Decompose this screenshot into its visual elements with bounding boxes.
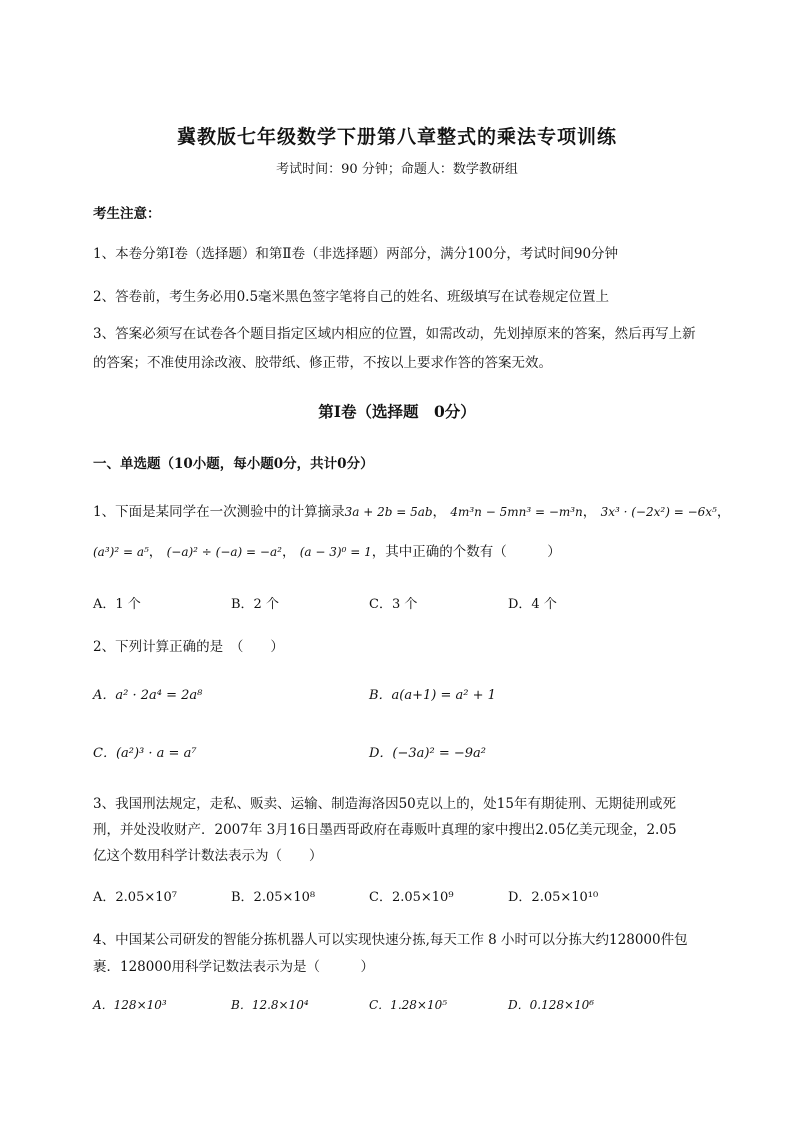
- separator: ，: [281, 544, 296, 560]
- q1-option-d: D．4 个: [508, 597, 557, 612]
- question-4-line-2: 裹．128000用科学记数法表示为是（ ）: [93, 959, 375, 975]
- notice-heading: 考生注意：: [93, 206, 161, 222]
- part-heading: 一、单选题（10小题，每小题0分，共计0分）: [93, 456, 374, 472]
- q2-option-a: A．a² · 2a⁴ = 2a⁸: [93, 688, 203, 703]
- q1-option-c: C．3 个: [369, 597, 418, 612]
- notice-item-2: 2、答卷前，考生务必用0.5毫米黑色签字笔将自己的姓名、班级填写在试卷规定位置上: [93, 289, 610, 305]
- separator: ，: [582, 504, 597, 520]
- q3-option-c: C．2.05×10⁹: [369, 890, 454, 905]
- q4-option-c: C．1.28×10⁵: [369, 998, 448, 1012]
- separator: ，: [716, 504, 731, 520]
- notice-item-1: 1、本卷分第Ⅰ卷（选择题）和第Ⅱ卷（非选择题）两部分，满分100分，考试时间90分钟: [93, 246, 619, 262]
- question-3-line-2: 刑，并处没收财产．2007年 3月16日墨西哥政府在毒贩叶真理的家中搜出2.05亿美元现金，2.05: [93, 822, 677, 838]
- separator: ，: [432, 504, 447, 520]
- q4-option-d: D．0.128×10⁶: [508, 998, 595, 1012]
- q1-option-a: A．1 个: [93, 597, 141, 612]
- question-1-stem: 1、下面是某同学在一次测验中的计算摘录: [93, 504, 345, 520]
- question-3-line-1: 3、我国刑法规定，走私、贩卖、运输、制造海洛因50克以上的，处15年有期徒刑、无期徒刑或死: [93, 796, 676, 812]
- q1-expression-1: 3a + 2b = 5ab: [344, 505, 433, 519]
- q3-option-a: A．2.05×10⁷: [93, 890, 177, 905]
- separator: ，: [148, 544, 163, 560]
- q2-option-b: B．a(a+1) = a² + 1: [369, 688, 496, 703]
- exam-title: 冀教版七年级数学下册第八章整式的乘法专项训练: [176, 126, 617, 148]
- q4-option-a: A．128×10³: [93, 998, 167, 1012]
- q1-expression-4: (a³)² = a⁵: [93, 545, 149, 559]
- q1-expression-5: (−a)² ÷ (−a) = −a²: [166, 545, 282, 559]
- question-3-line-3: 亿这个数用科学计数法表示为（ ）: [93, 848, 323, 864]
- q3-option-d: D．2.05×10¹⁰: [508, 890, 599, 905]
- q1-expression-2: 4m³n − 5mn³ = −m³n: [450, 505, 583, 519]
- question-1-line-2: [93, 540, 561, 560]
- exam-subtitle: 考试时间：90 分钟；命题人：数学教研组: [276, 162, 518, 177]
- question-2-stem: 2、下列计算正确的是 （ ）: [93, 639, 284, 655]
- q2-option-d: D．(−3a)² = −9a²: [369, 746, 486, 761]
- notice-item-3: 3、答案必须写在试卷各个题目指定区域内相应的位置，如需改动，先划掉原来的答案，然后再写上新的答案；不准使用涂改液、胶带纸、修正带，不按以上要求作答的答案无效。: [93, 326, 696, 371]
- question-4-line-1: 4、中国某公司研发的智能分拣机器人可以实现快速分拣,每天工作 8 小时可以分拣大约128000件包: [93, 932, 688, 948]
- q4-option-b: B．12.8×10⁴: [231, 998, 309, 1012]
- q1-expression-6: (a − 3)⁰ = 1: [299, 545, 372, 559]
- q2-option-c: C．(a²)³ · a = a⁷: [93, 746, 197, 761]
- section-title: 第Ⅰ卷（选择题 0分）: [318, 402, 476, 421]
- q1-option-b: B．2 个: [231, 597, 279, 612]
- question-1-stem-end: ，其中正确的个数有（ ）: [371, 544, 561, 560]
- q3-option-b: B．2.05×10⁸: [231, 890, 316, 905]
- question-1-line-1: [93, 500, 730, 520]
- q1-expression-3: 3x³ · (−2x²) = −6x⁵: [600, 505, 717, 519]
